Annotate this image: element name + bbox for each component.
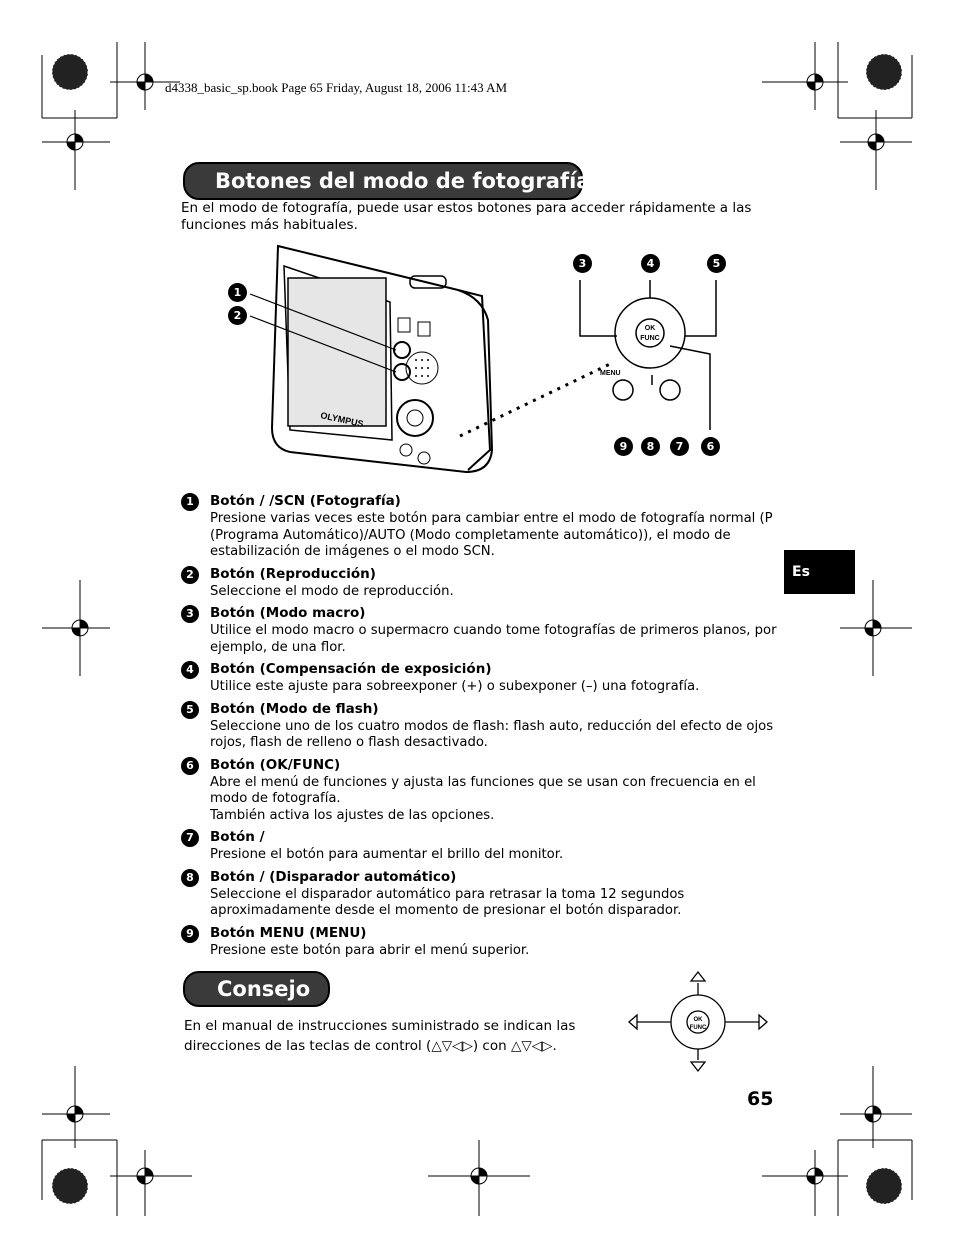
pad-func-label: FUNC [689,1025,707,1031]
list-item [180,660,780,696]
item-title: Botón (Compensación de exposición) [210,661,492,677]
book-header-line: d4338_basic_sp.book Page 65 Friday, August 18, 2006 11:43 AM [165,80,508,95]
item-number: 7 [181,829,199,847]
func-label: FUNC [640,335,660,342]
item-title: Botón (OK/FUNC) [210,756,341,773]
list-item [180,700,780,752]
list-item [180,604,780,656]
callout-5: 5 [707,254,726,273]
item-description: Utilice el modo macro o supermacro cuando tome fotografías de primeros planos, por ejemplo, de una flor. [210,623,777,655]
callout-6: 6 [701,437,720,456]
list-item [180,924,780,960]
menu-label: MENU [600,370,621,377]
right-arrow-icon [759,1015,767,1029]
item-title: Botón / [210,829,265,845]
item-title: Botón / /SCN (Fotografía) [210,493,401,509]
item-description: Presione este botón para abrir el menú superior. [210,942,530,958]
callout-1: 1 [228,283,247,302]
item-title: Botón / (Disparador automático) [210,868,457,885]
list-item [180,565,780,601]
list-item [180,756,780,825]
pad-ok-label: OK [693,1017,703,1023]
up-arrow-icon [691,972,705,981]
language-tab: Es [784,550,855,594]
item-description: Abre el menú de funciones y ajusta las funciones que se usan con frecuencia en el modo de fotografía. También activa los ajustes de las opciones. [210,774,756,823]
section-title-shooting-buttons: Botones del modo de fotografía [183,162,583,200]
item-title: Botón MENU (MENU) [210,924,367,941]
item-title: Botón (Modo de flash) [210,700,379,717]
camera-illustration [220,240,740,490]
item-number: 8 [181,869,199,887]
item-description: Presione varias veces este botón para cambiar entre el modo de fotografía normal (P (Programa Automático)/AUTO (Modo completamente automático)), el modo de estabilización de imágenes o el modo SCN. [210,511,773,559]
left-arrow-icon [629,1015,637,1029]
item-description: Presione el botón para aumentar el brillo del monitor. [210,847,564,862]
callout-3: 3 [573,254,592,273]
item-number: 4 [181,661,199,679]
callout-2: 2 [228,306,247,325]
ok-label: OK [644,325,656,332]
tip-text: En el manual de instrucciones suministrado se indican las direcciones de las teclas de control (△▽◁▷) con △▽◁▷. [184,1018,576,1054]
item-number: 9 [181,925,199,943]
camera-brand-label: OLYMPUS [319,410,365,430]
down-arrow-icon [691,1062,705,1071]
item-number: 5 [181,701,199,719]
item-title: Botón (Reproducción) [210,565,376,582]
item-description: Seleccione el modo de reproducción. [210,583,454,599]
list-item [180,492,780,561]
item-title: Botón (Modo macro) [210,605,366,621]
control-pad-diagram [625,968,770,1076]
item-number: 1 [181,493,199,511]
item-description: Seleccione el disparador automático para retrasar la toma 12 segundos aproximadamente desde el momento de presionar el botón disparador. [210,886,685,918]
callout-8: 8 [641,437,660,456]
item-description: Utilice este ajuste para sobreexponer (+) o subexponer (–) una fotografía. [210,679,700,694]
callout-4: 4 [641,254,660,273]
page-number: 65 [747,1088,774,1110]
button-description-list [180,492,780,963]
section-intro: En el modo de fotografía, puede usar estos botones para acceder rápidamente a las funciones más habituales. [181,200,752,233]
section-title-tip: Consejo [183,971,330,1007]
item-number: 6 [181,757,199,775]
item-number: 3 [181,605,199,623]
callout-9: 9 [614,437,633,456]
item-description: Seleccione uno de los cuatro modos de flash: flash auto, reducción del efecto de ojos rojos, flash de relleno o flash desactivado. [210,718,774,750]
callout-7: 7 [670,437,689,456]
list-item [180,868,780,920]
item-number: 2 [181,566,199,584]
list-item [180,828,780,864]
